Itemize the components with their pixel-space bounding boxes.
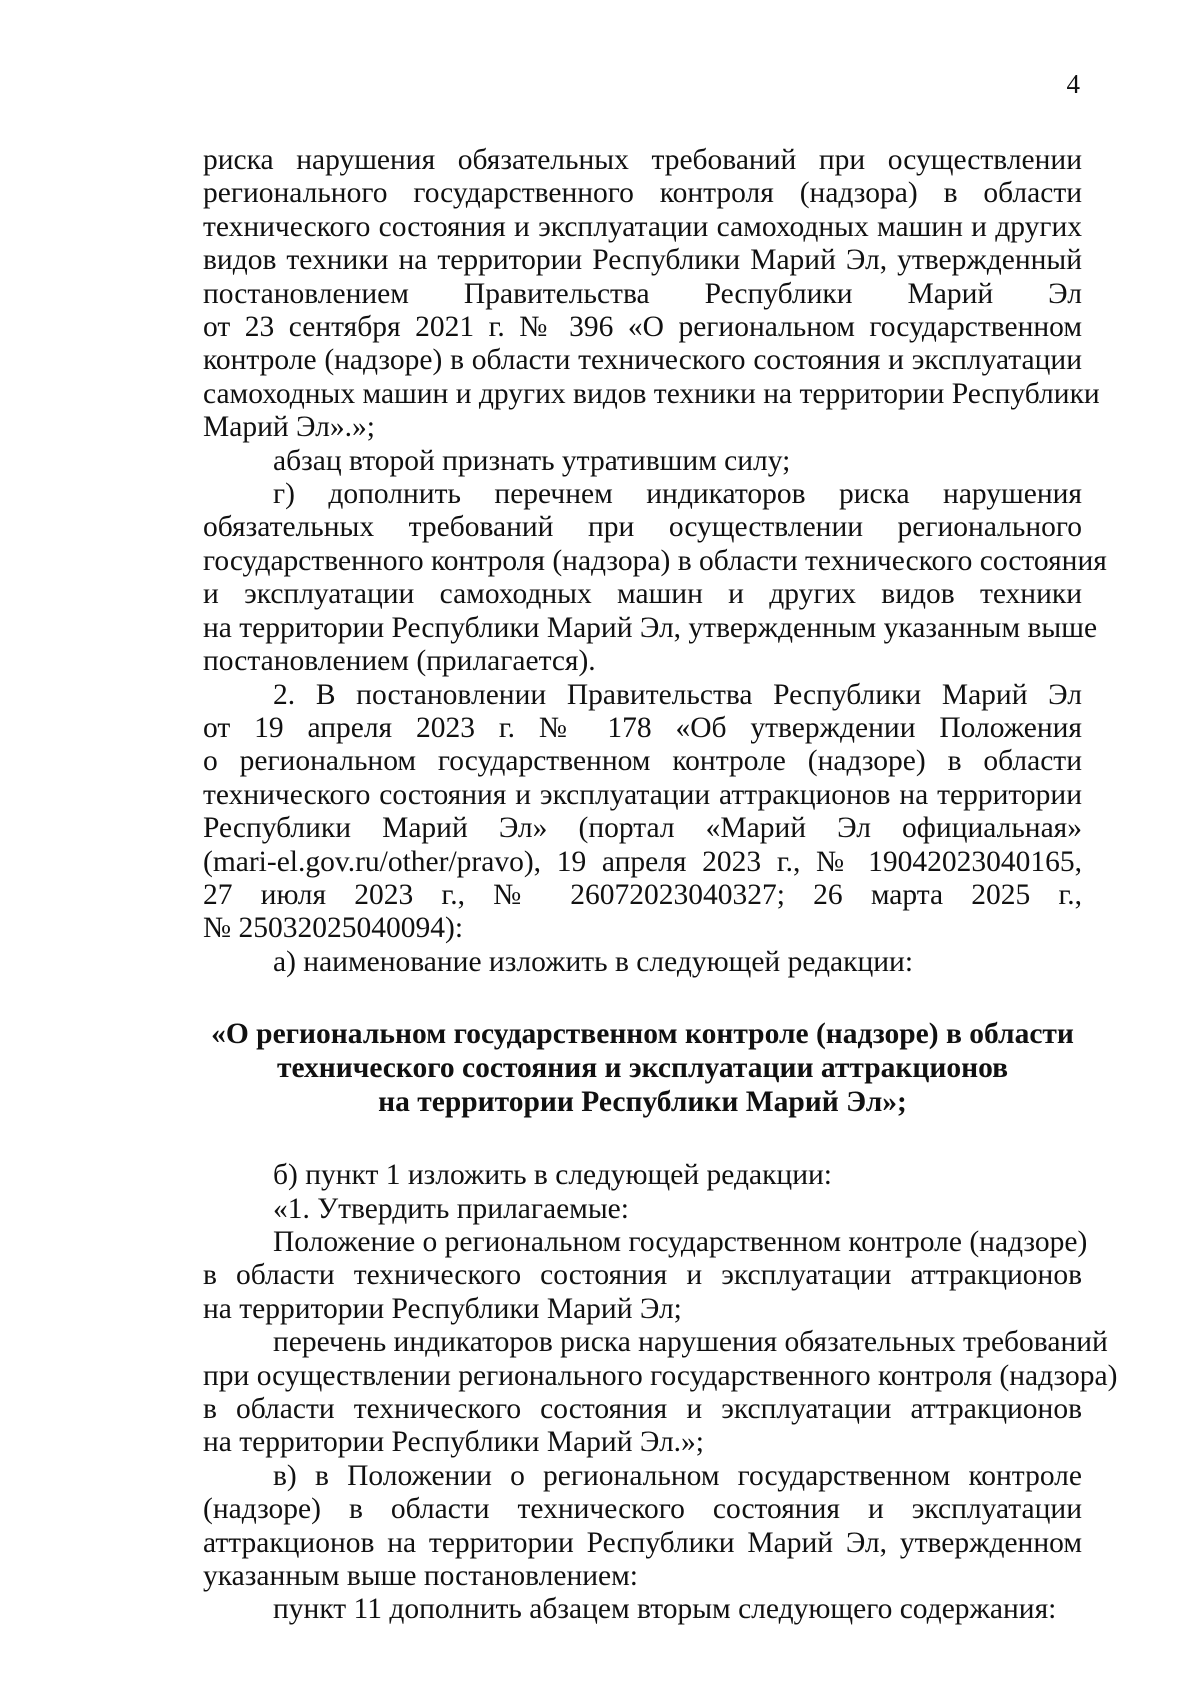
- text-line: регионального государственного контроля (надзора) в области: [203, 177, 1082, 210]
- text-line: в области технического состояния и эксплуатации аттракционов: [203, 1393, 1082, 1425]
- text-line: в) в Положении о региональном государственном контроле: [273, 1459, 1082, 1492]
- text-line: аттракционов на территории Республики Марий Эл, утвержденном: [203, 1526, 1082, 1559]
- text-line: государственного контроля (надзора) в области технического состояния: [203, 544, 1107, 577]
- paragraph-2: [203, 445, 1082, 478]
- paragraph-7: [203, 1193, 1082, 1226]
- paragraph-6: [203, 1159, 1082, 1192]
- paragraph-11: [203, 1593, 1082, 1626]
- text-line: Республики Марий Эл» (портал «Марий Эл официальная»: [203, 812, 1082, 845]
- text-line: технического состояния и эксплуатации аттракционов на территории: [203, 778, 1082, 811]
- text-line: на территории Республики Марий Эл, утвержденным указанным выше: [203, 611, 1098, 644]
- paragraph-5: [203, 946, 1082, 979]
- page-number: 4: [1066, 69, 1080, 99]
- text-line: технического состояния и эксплуатации самоходных машин и других: [203, 210, 1082, 243]
- text-line: 27 июля 2023 г., № 26072023040327; 26 марта 2025 г.,: [203, 878, 1082, 911]
- text-line: а) наименование изложить в следующей редакции:: [273, 945, 914, 978]
- text-line: «1. Утвердить прилагаемые:: [273, 1192, 629, 1225]
- text-line: обязательных требований при осуществлении регионального: [203, 511, 1082, 544]
- paragraph-9: [203, 1326, 1118, 1460]
- text-line: контроле (надзоре) в области технического состояния и эксплуатации: [203, 344, 1082, 377]
- text-line: от 23 сентября 2021 г. № 396 «О региональном государственном: [203, 311, 1082, 344]
- paragraph-8: [203, 1225, 1088, 1326]
- text-line: при осуществлении регионального государственного контроля (надзора): [203, 1359, 1118, 1392]
- text-line: постановлением (прилагается).: [203, 645, 596, 678]
- text-line: г) дополнить перечнем индикаторов риска нарушения: [273, 478, 1082, 511]
- text-line: б) пункт 1 изложить в следующей редакции:: [273, 1159, 832, 1192]
- text-line: (mari-el.gov.ru/other/pravo), 19 апреля 2023 г., № 19042023040165,: [203, 845, 1082, 878]
- paragraph-3: [203, 478, 1107, 678]
- title-line: на территории Республики Марий Эл»;: [378, 1086, 907, 1119]
- text-line: № 25032025040094):: [203, 912, 464, 945]
- document-body: [203, 144, 1118, 1627]
- paragraph-10: [203, 1460, 1082, 1594]
- title-line: технического состояния и эксплуатации аттракционов: [276, 1052, 1009, 1085]
- text-line: на территории Республики Марий Эл;: [203, 1292, 682, 1325]
- text-line: пункт 11 дополнить абзацем вторым следующего содержания:: [273, 1593, 1057, 1626]
- text-line: видов техники на территории Республики Марий Эл, утвержденный: [203, 244, 1082, 277]
- text-line: Положение о региональном государственном контроле (надзоре): [273, 1225, 1088, 1258]
- text-line: риска нарушения обязательных требований при осуществлении: [203, 144, 1082, 176]
- paragraph-4: [203, 679, 1082, 946]
- text-line: 2. В постановлении Правительства Республики Марий Эл: [273, 678, 1082, 711]
- text-line: указанным выше постановлением:: [203, 1560, 638, 1593]
- title-line: «О региональном государственном контроле (надзоре) в области: [211, 1018, 1074, 1051]
- text-line: перечень индикаторов риска нарушения обязательных требований: [273, 1326, 1108, 1359]
- text-line: на территории Республики Марий Эл.»;: [203, 1426, 704, 1459]
- text-line: постановлением Правительства Республики Марий Эл: [203, 277, 1082, 310]
- text-line: от 19 апреля 2023 г. № 178 «Об утверждении Положения: [203, 711, 1082, 744]
- text-line: (надзоре) в области технического состояния и эксплуатации: [203, 1493, 1082, 1526]
- text-line: абзац второй признать утратившим силу;: [273, 444, 791, 477]
- paragraph-1: [203, 144, 1100, 445]
- text-line: самоходных машин и других видов техники на территории Республики: [203, 377, 1100, 410]
- text-line: о региональном государственном контроле (надзоре) в области: [203, 745, 1082, 778]
- text-line: в области технического состояния и эксплуатации аттракционов: [203, 1259, 1082, 1292]
- section-title: [203, 1017, 1082, 1119]
- text-line: Марий Эл».»;: [203, 411, 375, 444]
- text-line: и эксплуатации самоходных машин и других видов техники: [203, 578, 1082, 611]
